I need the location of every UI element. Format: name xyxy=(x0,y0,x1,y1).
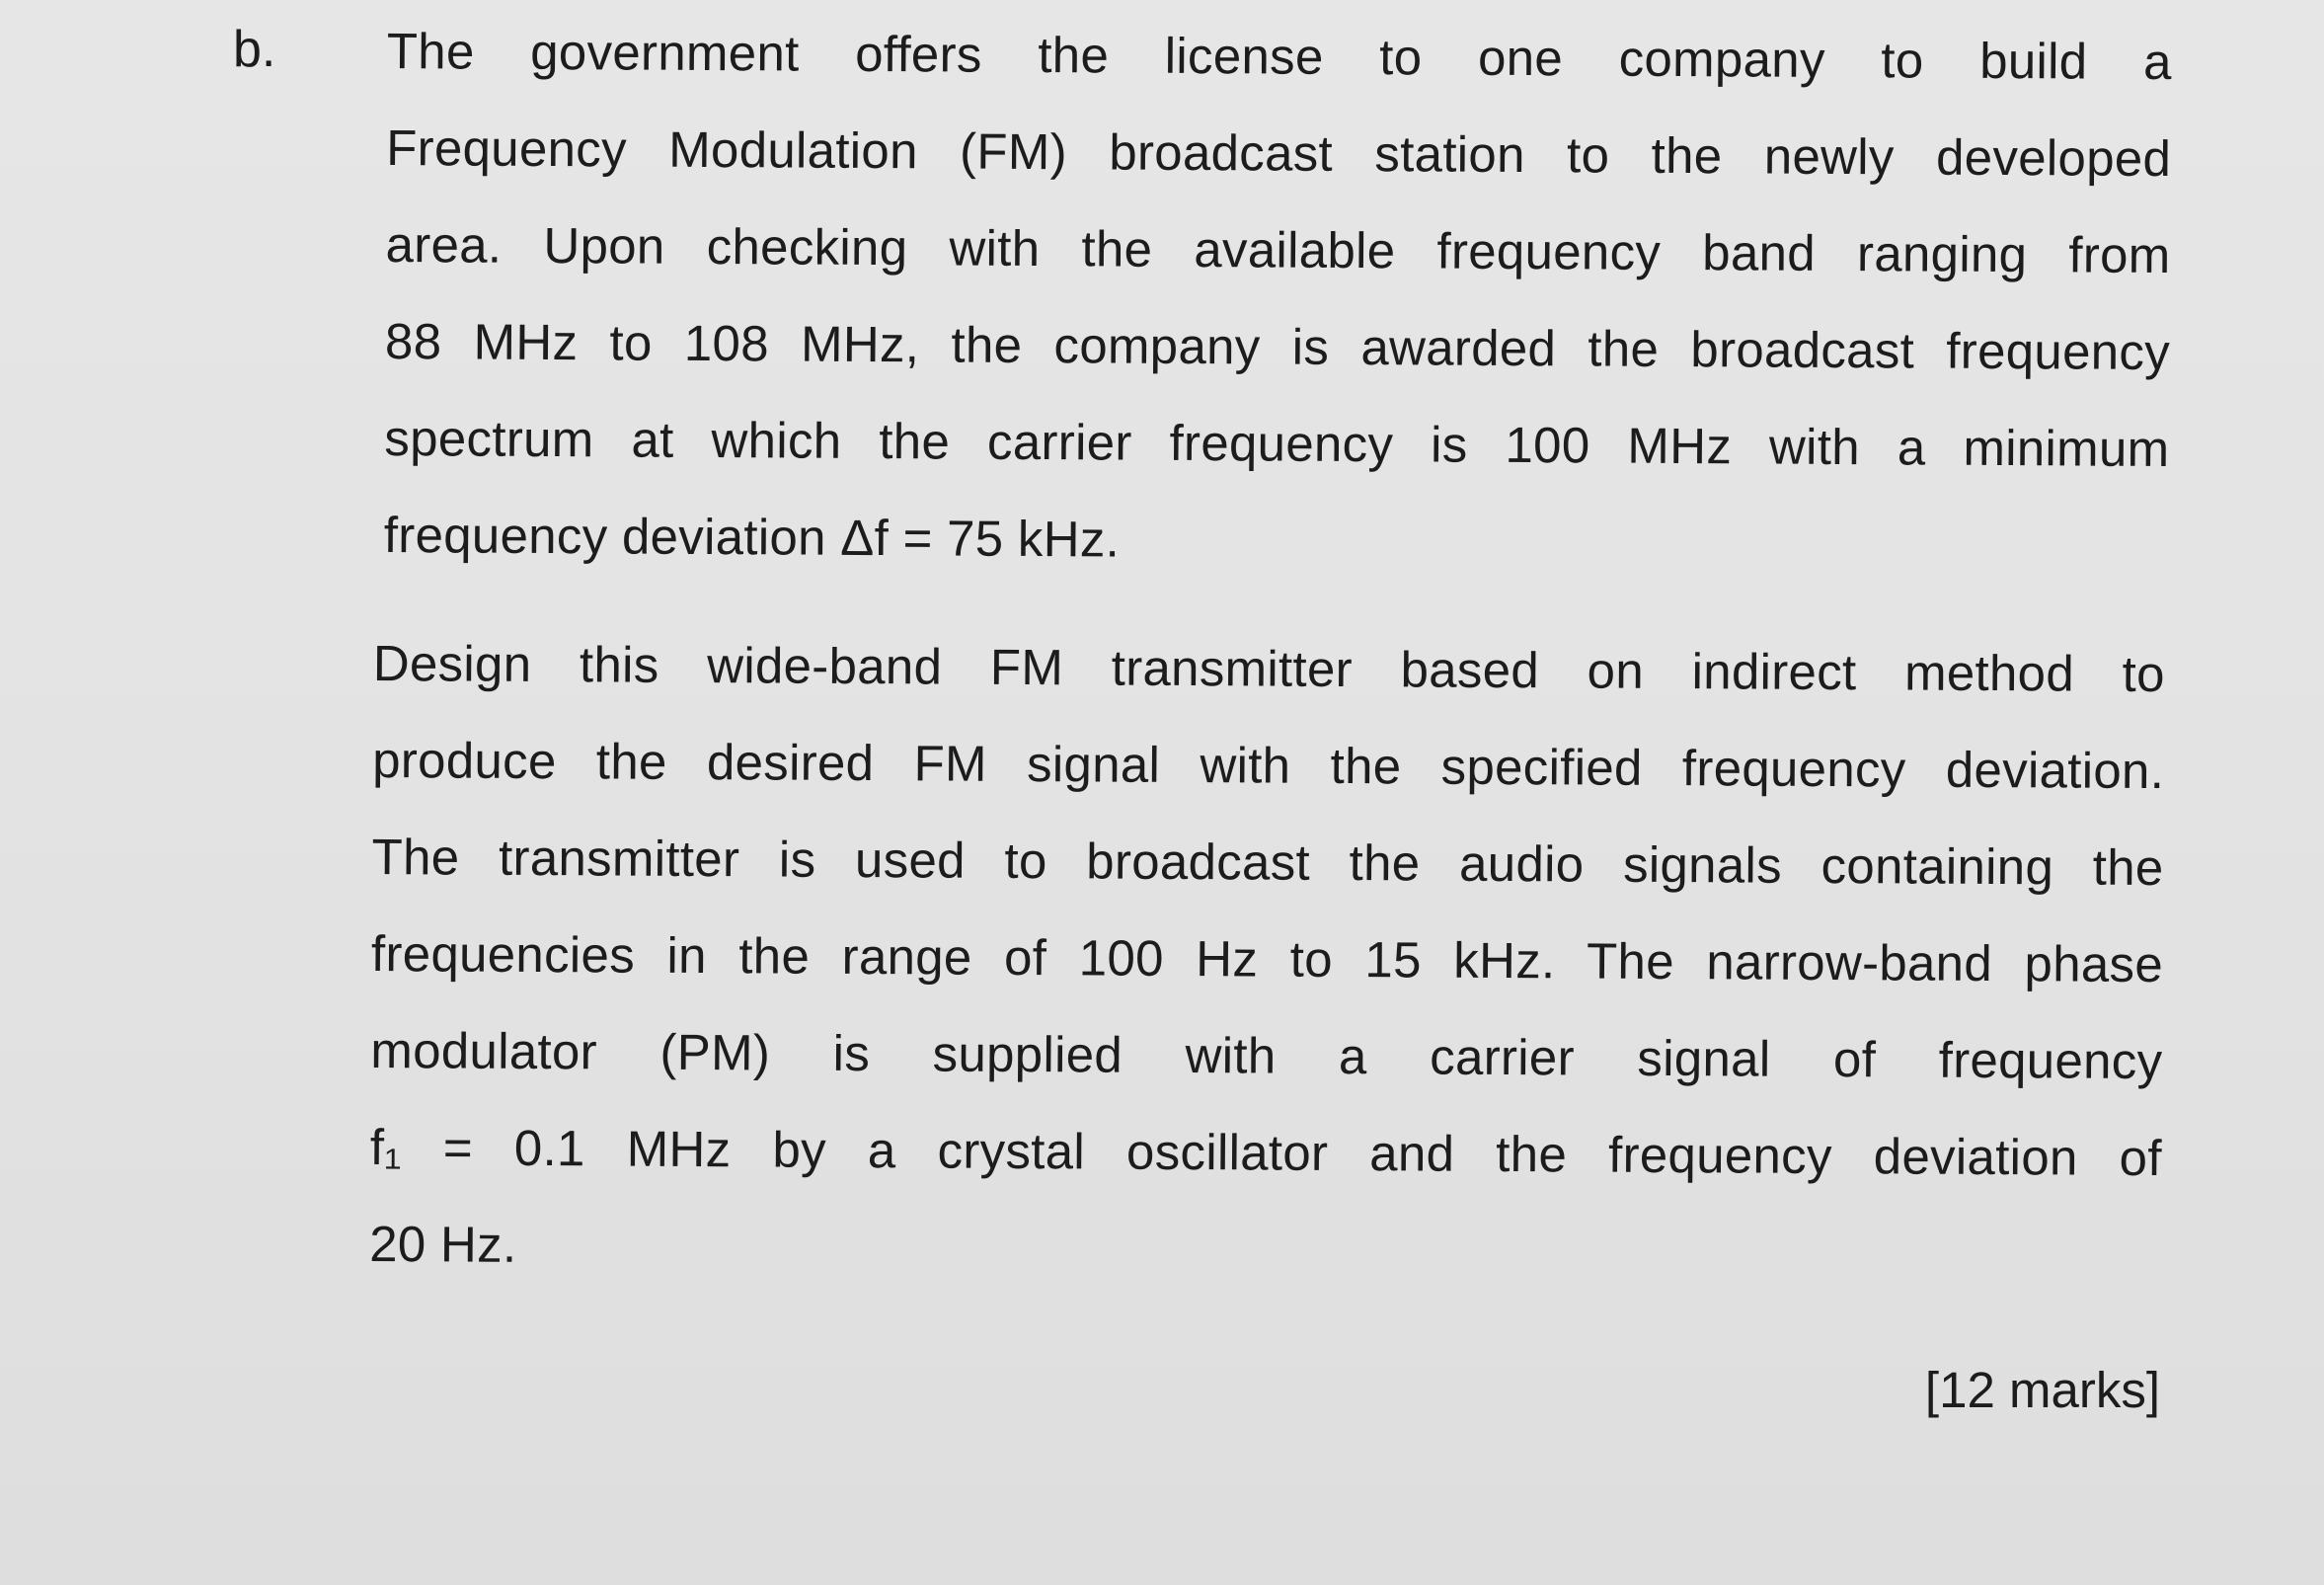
paragraph-line: The transmitter is used to broadcast the audio signals containing the xyxy=(371,828,2164,897)
paragraph-line: spectrum at which the carrier frequency is 100 MHz with a minimum xyxy=(384,409,2170,478)
paragraph-line: Design this wide-band FM transmitter based on indirect method to xyxy=(372,634,2165,703)
marks-allocation: [12 marks] xyxy=(1924,1362,2160,1418)
paragraph-line: modulator (PM) is supplied with a carrier signal of frequency xyxy=(370,1021,2163,1090)
question-paragraph-1 xyxy=(383,20,2172,611)
paragraph-line: f₁ = 0.1 MHz by a crystal oscillator and the frequency deviation of xyxy=(369,1118,2162,1187)
paragraph-line: frequencies in the range of 100 Hz to 15 kHz. The narrow-band phase xyxy=(370,924,2164,993)
paragraph-line: 88 MHz to 108 MHz, the company is awarded the broadcast frequency xyxy=(384,312,2171,381)
paragraph-line: produce the desired FM signal with the specified frequency deviation. xyxy=(372,731,2165,800)
question-paragraph-2 xyxy=(369,632,2165,1320)
paragraph-line: 20 Hz. xyxy=(369,1215,517,1273)
paragraph-line: frequency deviation Δf = 75 kHz. xyxy=(383,506,1121,568)
paragraph-line: Frequency Modulation (FM) broadcast station to the newly developed xyxy=(386,119,2172,188)
paragraph-line: area. Upon checking with the available frequency band ranging from xyxy=(385,215,2171,284)
paragraph-line: The government offers the license to one company to build a xyxy=(386,22,2172,91)
question-label: b. xyxy=(233,21,276,78)
